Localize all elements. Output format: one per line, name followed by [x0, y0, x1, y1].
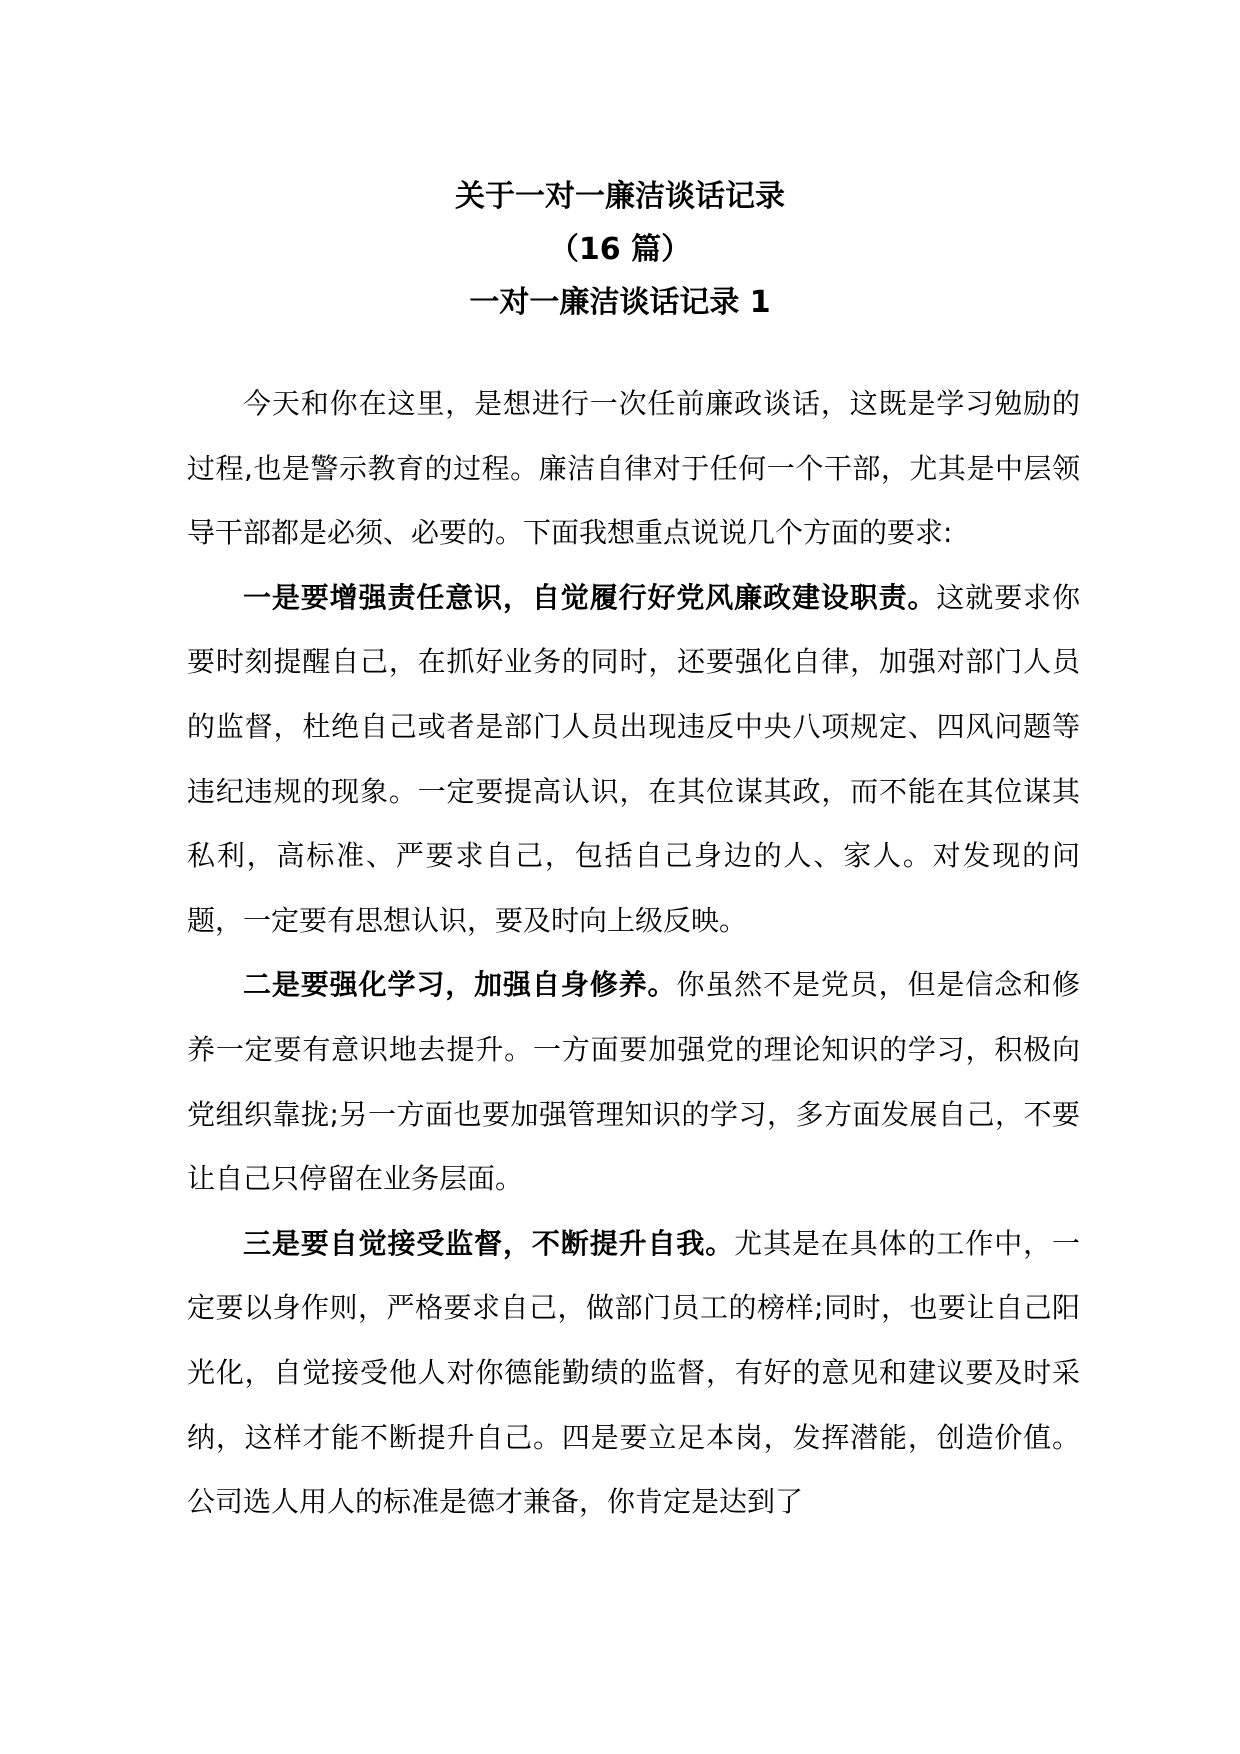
document-subtitle-count: （16 篇） [548, 232, 692, 267]
paragraph-point-two [187, 953, 1080, 1211]
title-block [0, 170, 1240, 329]
paragraph-text: 今天和你在这里，是想进行一次任前廉政谈话，这既是学习勉励的过程,也是警示教育的过程。廉洁自律对于任何一个干部，尤其是中层领导干部都是必须、必要的。下面我想重点说说几个方面的要求: [187, 387, 1080, 550]
paragraph-point-one [187, 566, 1080, 954]
section-heading: 一对一廉洁谈话记录 1 [469, 285, 771, 320]
paragraph-lead: 二是要强化学习，加强自身修养。 [243, 968, 677, 1002]
paragraph-lead: 三是要自觉接受监督，不断提升自我。 [243, 1226, 735, 1260]
paragraph-text: 你虽然不是党员，但是信念和修养一定要有意识地去提升。一方面要加强党的理论知识的学习，积极向党组织靠拢;另一方面也要加强管理知识的学习，多方面发展自己，不要让自己只停留在业务层面。 [187, 968, 1080, 1196]
paragraph-intro [187, 372, 1080, 566]
paragraph-text: 尤其是在具体的工作中，一定要以身作则，严格要求自己，做部门员工的榜样;同时，也要让自己阳光化，自觉接受他人对你德能勤绩的监督，有好的意见和建议要及时采纳，这样才能不断提升自己。四是要立足本岗，发挥潜能，创造价值。公司选人用人的标准是德才兼备，你肯定是达到了 [187, 1226, 1080, 1519]
paragraph-text: 这就要求你要时刻提醒自己，在抓好业务的同时，还要强化自律，加强对部门人员的监督，杜绝自己或者是部门人员出现违反中央八项规定、四风问题等违纪违规的现象。一定要提高认识，在其位谋其政，而不能在其位谋其私利，高标准、严要求自己，包括自己身边的人、家人。对发现的问题，一定要有思想认识，要及时向上级反映。 [187, 580, 1080, 937]
document-title: 关于一对一廉洁谈话记录 [455, 179, 785, 214]
paragraph-lead: 一是要增强责任意识，自觉履行好党风廉政建设职责。 [243, 580, 937, 614]
paragraph-point-three [187, 1212, 1080, 1535]
body-text [187, 372, 1080, 1535]
